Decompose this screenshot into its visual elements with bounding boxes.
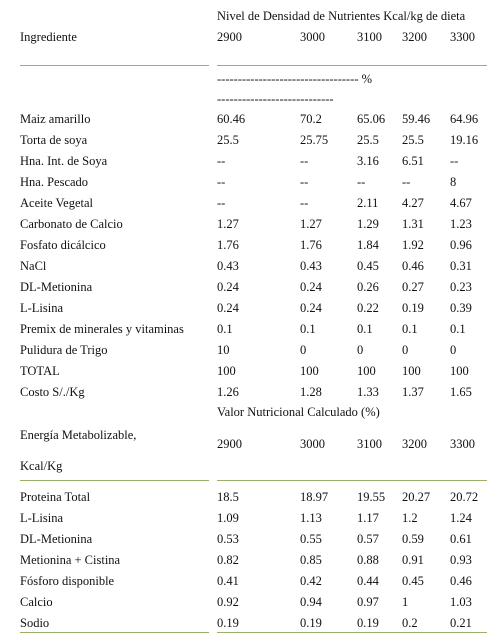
ingredient-row-cell: 0.39: [450, 301, 472, 315]
nutrition-row-cell: 0.97: [357, 595, 379, 609]
ingredient-row-cell: 10: [217, 343, 230, 357]
ingredient-row-cell: 60.46: [217, 112, 246, 126]
nutrition-row-cell: 0.91: [402, 553, 424, 567]
ingredient-row-cell: 0.27: [402, 280, 424, 294]
nutrition-row-cell: 0.93: [450, 553, 472, 567]
nutrition-row-cell: 0.82: [217, 553, 239, 567]
nutrition-row-cell: 0.45: [402, 574, 424, 588]
ingredient-row-label: L-Lisina: [20, 301, 64, 315]
ingredient-row-cell: 1.29: [357, 217, 379, 231]
ingredient-row-label: Aceite Vegetal: [20, 196, 93, 210]
nutrition-row-cell: 0.88: [357, 553, 379, 567]
nutrition-row-cell: 0.41: [217, 574, 239, 588]
nutrition-row-label: L-Lisina: [20, 511, 64, 525]
ingredient-row-cell: 100: [402, 364, 421, 378]
nutrition-row-cell: 0.19: [217, 616, 239, 630]
nutrition-row-label: Sodio: [20, 616, 50, 630]
ingredient-row-label: NaCl: [20, 259, 47, 273]
nutrition-row-cell: 0.94: [300, 595, 322, 609]
nutrition-row-label: Metionina + Cistina: [20, 553, 121, 567]
ingredient-row-cell: --: [450, 154, 459, 168]
ingredient-row-cell: 100: [357, 364, 376, 378]
ingredient-row-cell: 25.5: [402, 133, 424, 147]
nutrition-row-cell: 0.2: [402, 616, 418, 630]
level-header-3000: 3000: [300, 30, 325, 44]
table-group-title: Nivel de Densidad de Nutrientes Kcal/kg de dieta: [217, 9, 466, 23]
ingredient-row-cell: --: [217, 175, 226, 189]
ingredient-row-label: Maiz amarillo: [20, 112, 91, 126]
nutrition-row-cell: 18.5: [217, 490, 239, 504]
bottom-rule-right: [217, 632, 487, 633]
ingredient-row-cell: 1.28: [300, 385, 322, 399]
ingredient-row-cell: 0: [450, 343, 457, 357]
ingredient-row-label: Carbonato de Calcio: [20, 217, 123, 231]
ingredient-row-cell: 59.46: [402, 112, 431, 126]
nutrition-row-cell: 19.55: [357, 490, 386, 504]
ingredient-row-cell: 0: [357, 343, 364, 357]
ingredient-row-cell: 8: [450, 175, 457, 189]
ingredient-row-cell: 1.33: [357, 385, 379, 399]
nutrition-level-2900: 2900: [217, 437, 242, 451]
ingredient-row-cell: 25.5: [217, 133, 239, 147]
ingredient-row-cell: 6.51: [402, 154, 424, 168]
ingredient-row-cell: 0.1: [402, 322, 418, 336]
nutrition-row-cell: 0.44: [357, 574, 379, 588]
ingredient-row-cell: 0.24: [217, 280, 239, 294]
nutrition-row-cell: 0.46: [450, 574, 472, 588]
ingredient-row-cell: --: [217, 154, 226, 168]
ingredient-row-cell: 1.65: [450, 385, 472, 399]
ingredient-row-cell: 1.37: [402, 385, 424, 399]
energy-unit-label: Kcal/Kg: [20, 459, 63, 473]
nutrition-row-cell: 1.09: [217, 511, 239, 525]
nutrition-row-label: Proteina Total: [20, 490, 91, 504]
level-header-3200: 3200: [402, 30, 427, 44]
ingredient-row-cell: 2.11: [357, 196, 379, 210]
ingredient-row-label: Costo S/./Kg: [20, 385, 85, 399]
ingredient-row-cell: 0.24: [300, 280, 322, 294]
nutrition-rule-right: [217, 480, 487, 481]
nutrition-row-cell: 0.53: [217, 532, 239, 546]
ingredient-row-cell: 4.67: [450, 196, 472, 210]
ingredient-row-cell: --: [300, 154, 309, 168]
ingredient-row-cell: --: [300, 175, 309, 189]
ingredient-row-label: Hna. Int. de Soya: [20, 154, 108, 168]
nutrition-row-cell: 0.21: [450, 616, 472, 630]
nutrition-row-cell: 18.97: [300, 490, 329, 504]
nutrition-row-cell: 1.2: [402, 511, 418, 525]
ingredient-row-label: Premix de minerales y vitaminas: [20, 322, 184, 336]
nutrition-title: Valor Nutricional Calculado (%): [217, 405, 380, 419]
ingredient-row-label: DL-Metionina: [20, 280, 93, 294]
ingredient-row-cell: 0.1: [217, 322, 233, 336]
ingredient-row-cell: 70.2: [300, 112, 322, 126]
nutrition-row-cell: 0.61: [450, 532, 472, 546]
ingredient-row-cell: 1.26: [217, 385, 239, 399]
ingredient-row-label: TOTAL: [20, 364, 60, 378]
ingredient-row-cell: 1.76: [217, 238, 239, 252]
nutrition-row-cell: 20.27: [402, 490, 431, 504]
ingredient-row-label: Pulidura de Trigo: [20, 343, 108, 357]
bottom-rule-left: [20, 632, 209, 633]
ingredient-row-cell: 4.27: [402, 196, 424, 210]
nutrition-level-3300: 3300: [450, 437, 475, 451]
ingredient-row-cell: 1.23: [450, 217, 472, 231]
ingredient-row-cell: 1.27: [217, 217, 239, 231]
ingredient-row-cell: 0.1: [450, 322, 466, 336]
nutrition-row-cell: 1.17: [357, 511, 379, 525]
ingredient-row-cell: 100: [450, 364, 469, 378]
ingredient-row-cell: 100: [217, 364, 236, 378]
ingredient-row-cell: 0.26: [357, 280, 379, 294]
ingredient-row-cell: 0.1: [357, 322, 373, 336]
ingredient-row-cell: 0.24: [300, 301, 322, 315]
ingredient-row-cell: 1.84: [357, 238, 379, 252]
ingredient-row-cell: --: [300, 196, 309, 210]
ingredient-row-cell: 1.92: [402, 238, 424, 252]
ingredient-column-header: Ingrediente: [20, 30, 77, 44]
nutrition-row-cell: 0.85: [300, 553, 322, 567]
level-header-3300: 3300: [450, 30, 475, 44]
nutrition-row-cell: 0.92: [217, 595, 239, 609]
ingredient-row-cell: 0.31: [450, 259, 472, 273]
nutrition-row-cell: 0.42: [300, 574, 322, 588]
nutrition-level-3000: 3000: [300, 437, 325, 451]
ingredient-row-cell: 0: [300, 343, 307, 357]
ingredient-row-cell: 25.5: [357, 133, 379, 147]
ingredient-row-cell: 0.23: [450, 280, 472, 294]
ingredient-row-cell: 1.31: [402, 217, 424, 231]
ingredient-row-cell: 0.46: [402, 259, 424, 273]
ingredient-row-cell: 0.43: [217, 259, 239, 273]
level-header-3100: 3100: [357, 30, 382, 44]
ingredient-row-cell: 0.24: [217, 301, 239, 315]
nutrition-row-label: Fósforo disponible: [20, 574, 115, 588]
nutrition-row-cell: 0.55: [300, 532, 322, 546]
nutrition-row-cell: 1.13: [300, 511, 322, 525]
ingredient-row-label: Hna. Pescado: [20, 175, 89, 189]
ingredient-row-cell: 64.96: [450, 112, 479, 126]
ingredient-row-cell: 0.19: [402, 301, 424, 315]
nutrition-row-label: Calcio: [20, 595, 53, 609]
ingredient-row-cell: 65.06: [357, 112, 386, 126]
ingredient-row-label: Torta de soya: [20, 133, 88, 147]
nutrition-row-cell: 0.19: [357, 616, 379, 630]
percent-marker: ---------------------------------- %: [217, 72, 373, 86]
ingredient-row-cell: 0.1: [300, 322, 316, 336]
nutrition-row-label: DL-Metionina: [20, 532, 93, 546]
percent-marker-continued: ----------------------------: [217, 92, 334, 106]
nutrition-level-3100: 3100: [357, 437, 382, 451]
ingredient-row-cell: 25.75: [300, 133, 329, 147]
nutrition-rule-left: [20, 480, 209, 481]
header-rule-right: [217, 65, 487, 66]
energy-label: Energía Metabolizable,: [20, 428, 137, 442]
ingredient-row-cell: 100: [300, 364, 319, 378]
nutrition-row-cell: 1.24: [450, 511, 472, 525]
nutrition-row-cell: 0.19: [300, 616, 322, 630]
ingredient-row-cell: --: [402, 175, 411, 189]
nutrition-row-cell: 1.03: [450, 595, 472, 609]
nutrition-row-cell: 1: [402, 595, 409, 609]
nutrition-level-3200: 3200: [402, 437, 427, 451]
ingredient-row-cell: 0.45: [357, 259, 379, 273]
ingredient-row-cell: 0.43: [300, 259, 322, 273]
ingredient-row-cell: 1.76: [300, 238, 322, 252]
level-header-2900: 2900: [217, 30, 242, 44]
ingredient-row-cell: 0.22: [357, 301, 379, 315]
ingredient-row-label: Fosfato dicálcico: [20, 238, 106, 252]
ingredient-row-cell: 3.16: [357, 154, 379, 168]
header-rule-left: [20, 65, 209, 66]
nutrition-row-cell: 0.59: [402, 532, 424, 546]
ingredient-row-cell: 19.16: [450, 133, 479, 147]
ingredient-row-cell: --: [357, 175, 366, 189]
nutrition-row-cell: 20.72: [450, 490, 479, 504]
ingredient-row-cell: --: [217, 196, 226, 210]
ingredient-row-cell: 1.27: [300, 217, 322, 231]
nutrition-row-cell: 0.57: [357, 532, 379, 546]
ingredient-row-cell: 0.96: [450, 238, 472, 252]
ingredient-row-cell: 0: [402, 343, 409, 357]
